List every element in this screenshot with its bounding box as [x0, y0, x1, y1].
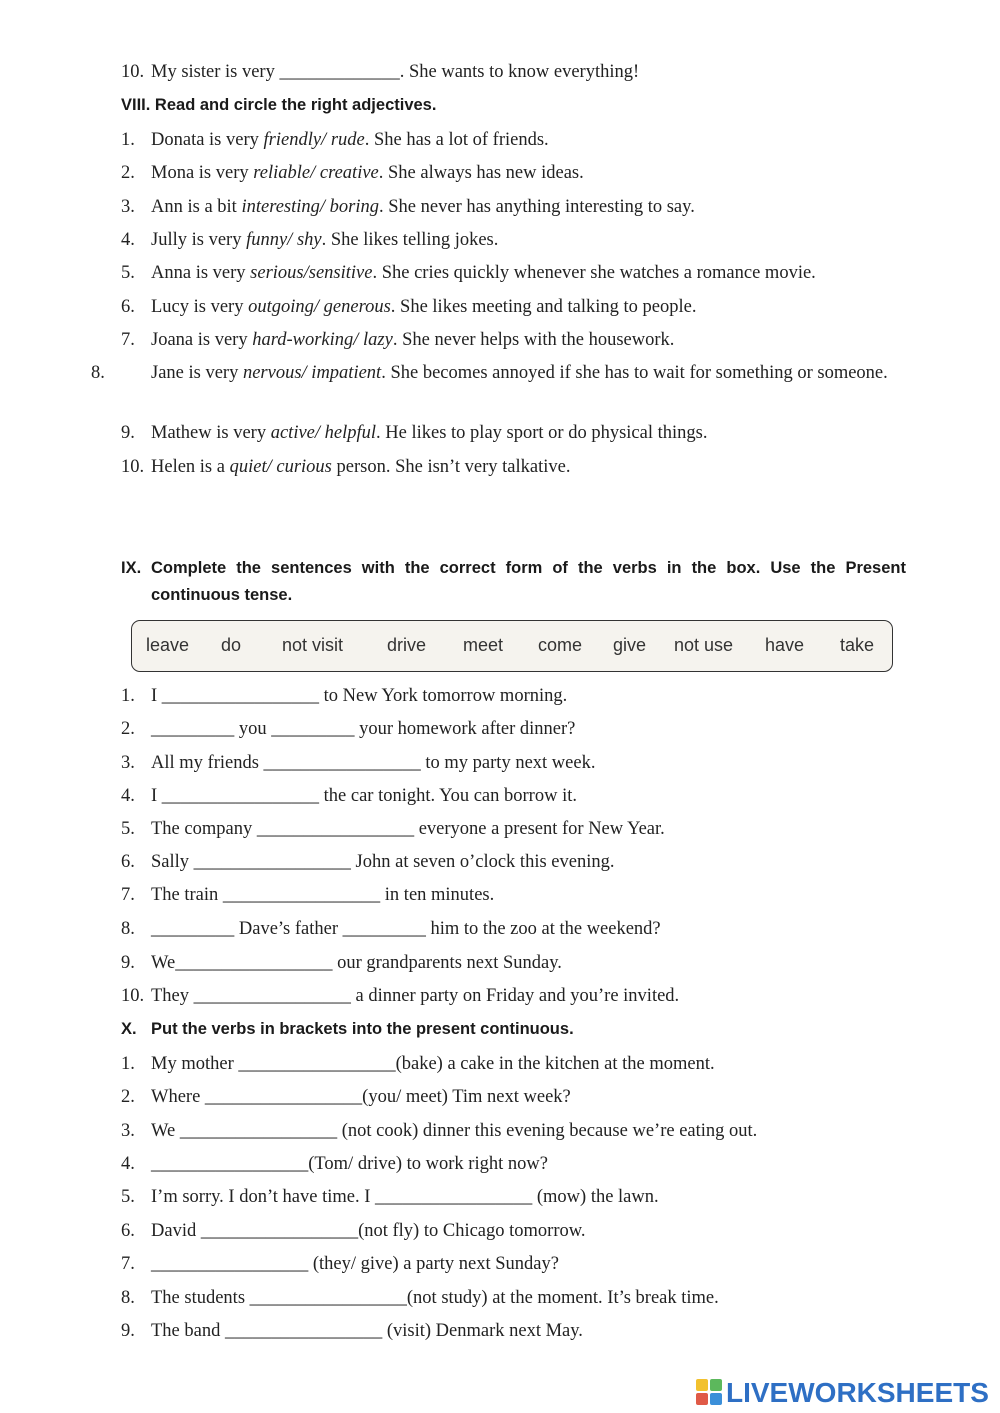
x-item-8	[121, 1285, 906, 1312]
ix-item-10	[121, 983, 906, 1010]
item-number: 4.	[121, 1154, 135, 1174]
x-item-2	[121, 1084, 906, 1111]
item-number: 5.	[121, 1187, 135, 1207]
item-text[interactable]: Where _________________(you/ meet) Tim next week?	[151, 1087, 571, 1107]
x-item-1	[121, 1051, 906, 1078]
ix-item-6	[121, 849, 906, 876]
item-text: Mona is very	[151, 163, 254, 183]
x-item-5	[121, 1184, 906, 1211]
item-text[interactable]: I _________________ the car tonight. You can borrow it.	[151, 786, 577, 806]
ix-item-1	[121, 683, 906, 710]
item-number: 1.	[121, 130, 135, 150]
item-text: My sister is very _____________. She wants to know everything!	[151, 62, 640, 82]
item-text: Ann is a bit	[151, 197, 242, 217]
x-item-6	[121, 1218, 906, 1245]
item-number: 3.	[121, 197, 135, 217]
box-word[interactable]: drive	[387, 635, 427, 655]
adjective-choice[interactable]: friendly/ rude	[263, 130, 365, 150]
box-word[interactable]: meet	[463, 635, 504, 655]
item-text[interactable]: My mother _________________(bake) a cake in the kitchen at the moment.	[151, 1054, 715, 1074]
item-text[interactable]: David _________________(not fly) to Chicago tomorrow.	[151, 1221, 586, 1241]
brand-name: LIVEWORKSHEETS	[726, 1377, 989, 1408]
viii-item-2	[121, 160, 906, 187]
item-text[interactable]: Sally _________________ John at seven o’clock this evening.	[151, 852, 615, 872]
box-word[interactable]: leave	[146, 635, 190, 655]
section-x-heading	[121, 1016, 906, 1043]
item-number: 6.	[121, 1221, 135, 1241]
ix-item-4	[121, 783, 906, 810]
viii-item-6	[121, 294, 906, 321]
viii-item-3	[121, 194, 906, 221]
item-text: . He likes to play sport or do physical things.	[376, 423, 708, 443]
item-number: 9.	[121, 953, 135, 973]
item-text: Anna is very	[151, 263, 251, 283]
ix-item-8	[121, 916, 906, 943]
item-text: . She likes meeting and talking to people.	[390, 297, 697, 317]
item-text[interactable]: The train _________________ in ten minutes.	[151, 885, 495, 905]
item-number: 6.	[121, 852, 135, 872]
ix-item-9	[121, 950, 906, 977]
section-number: X.	[121, 1020, 137, 1038]
adjective-choice[interactable]: hard-working/ lazy	[252, 330, 393, 350]
item-number: 7.	[121, 885, 135, 905]
item-text: . She never has anything interesting to say.	[379, 197, 695, 217]
item-text[interactable]: _________________ (they/ give) a party next Sunday?	[151, 1254, 559, 1274]
section-title: Put the verbs in brackets into the present continuous.	[151, 1020, 574, 1038]
item-text[interactable]: The students _________________(not study) at the moment. It’s break time.	[151, 1288, 719, 1308]
section-ix-heading	[121, 555, 906, 609]
item-text: Donata is very	[151, 130, 264, 150]
item-text[interactable]: They _________________ a dinner party on Friday and you’re invited.	[151, 986, 680, 1006]
adjective-choice[interactable]: quiet/ curious	[229, 457, 332, 477]
viii-item-7	[121, 327, 906, 354]
section-number: IX.	[121, 559, 142, 577]
x-item-7	[121, 1251, 906, 1278]
viii-item-5	[121, 260, 906, 287]
item-number: 9.	[121, 423, 135, 443]
ix-item-2	[121, 716, 906, 743]
item-text[interactable]: The band _________________ (visit) Denmark next May.	[151, 1321, 583, 1341]
item-number: 4.	[121, 786, 135, 806]
item-number: 10.	[121, 62, 145, 82]
item-text: . She cries quickly whenever she watches a romance movie.	[372, 263, 816, 283]
viii-item-1	[121, 127, 906, 154]
item-text: Mathew is very	[151, 423, 271, 443]
item-number: 7.	[121, 1254, 135, 1274]
item-text: Jully is very	[151, 230, 247, 250]
adjective-choice[interactable]: nervous/ impatient	[242, 363, 382, 383]
viii-item-8	[91, 360, 906, 387]
verb-word-box	[131, 620, 893, 672]
adjective-choice[interactable]: reliable/ creative	[253, 163, 379, 183]
item-text: Jane is very	[151, 363, 243, 383]
item-number: 10.	[121, 457, 145, 477]
box-word[interactable]: have	[765, 635, 805, 655]
item-number: 1.	[121, 686, 135, 706]
item-number: 5.	[121, 819, 135, 839]
item-number: 8.	[121, 1288, 135, 1308]
item-text: . She becomes annoyed if she has to wait for something or someone.	[381, 363, 888, 383]
item-number: 2.	[121, 719, 135, 739]
item-number: 2.	[121, 1087, 135, 1107]
item-text[interactable]: I’m sorry. I don’t have time. I _________________ (mow) the lawn.	[151, 1187, 659, 1207]
item-text[interactable]: We _________________ (not cook) dinner this evening because we’re eating out.	[151, 1121, 758, 1141]
item-number: 10.	[121, 986, 145, 1006]
item-text: . She always has new ideas.	[378, 163, 584, 183]
box-word[interactable]: give	[613, 635, 647, 655]
item-text[interactable]: I _________________ to New York tomorrow morning.	[151, 686, 568, 706]
item-text[interactable]: _________ Dave’s father _________ him to the zoo at the weekend?	[151, 919, 661, 939]
box-word[interactable]: come	[538, 635, 583, 655]
item-text[interactable]: _________________(Tom/ drive) to work right now?	[151, 1154, 548, 1174]
ix-item-3	[121, 750, 906, 777]
x-item-3	[121, 1118, 906, 1145]
item-number: 6.	[121, 297, 135, 317]
item-text: . She has a lot of friends.	[364, 130, 549, 150]
viii-item-10	[121, 454, 906, 481]
adjective-choice[interactable]: interesting/ boring	[241, 197, 380, 217]
viii-item-4	[121, 227, 906, 254]
item-text: person. She isn’t very talkative.	[331, 457, 571, 477]
adjective-choice[interactable]: funny/ shy	[246, 230, 322, 250]
item-number: 3.	[121, 1121, 135, 1141]
adjective-choice[interactable]: active/ helpful	[270, 423, 377, 443]
adjective-choice[interactable]: outgoing/ generous	[248, 297, 391, 317]
item-number: 2.	[121, 163, 135, 183]
item-number: 8.	[121, 919, 135, 939]
x-item-4	[121, 1151, 906, 1178]
liveworksheets-logo-icon	[696, 1379, 724, 1407]
item-text: Lucy is very	[151, 297, 249, 317]
adjective-choice[interactable]: serious/sensitive	[250, 263, 373, 283]
item-number: 9.	[121, 1321, 135, 1341]
item-number: 3.	[121, 753, 135, 773]
item-text[interactable]: _________ you _________ your homework after dinner?	[151, 719, 576, 739]
item-text: . She never helps with the housework.	[392, 330, 675, 350]
item-number: 5.	[121, 263, 135, 283]
item-number: 7.	[121, 330, 135, 350]
prev-item-10	[121, 59, 906, 86]
item-text: Helen is a	[151, 457, 230, 477]
box-word[interactable]: take	[840, 635, 875, 655]
box-word[interactable]: not visit	[282, 635, 344, 655]
item-text: Joana is very	[151, 330, 253, 350]
item-number: 8.	[91, 363, 105, 383]
item-number: 4.	[121, 230, 135, 250]
item-text[interactable]: The company _________________ everyone a present for New Year.	[151, 819, 665, 839]
viii-item-9	[121, 420, 906, 447]
item-number: 1.	[121, 1054, 135, 1074]
x-item-9	[121, 1318, 906, 1345]
item-text[interactable]: All my friends _________________ to my party next week.	[151, 753, 596, 773]
section-viii-heading: VIII. Read and circle the right adjectives.	[121, 96, 437, 114]
box-word[interactable]: do	[221, 635, 242, 655]
liveworksheets-brand[interactable]	[696, 1376, 996, 1410]
item-text[interactable]: We_________________ our grandparents next Sunday.	[151, 953, 562, 973]
ix-item-5	[121, 816, 906, 843]
item-text: . She likes telling jokes.	[321, 230, 499, 250]
box-word[interactable]: not use	[674, 635, 734, 655]
ix-item-7	[121, 882, 906, 909]
section-title: Complete the sentences with the correct form of the verbs in the box. Use the Present continuous tense.	[151, 559, 906, 604]
